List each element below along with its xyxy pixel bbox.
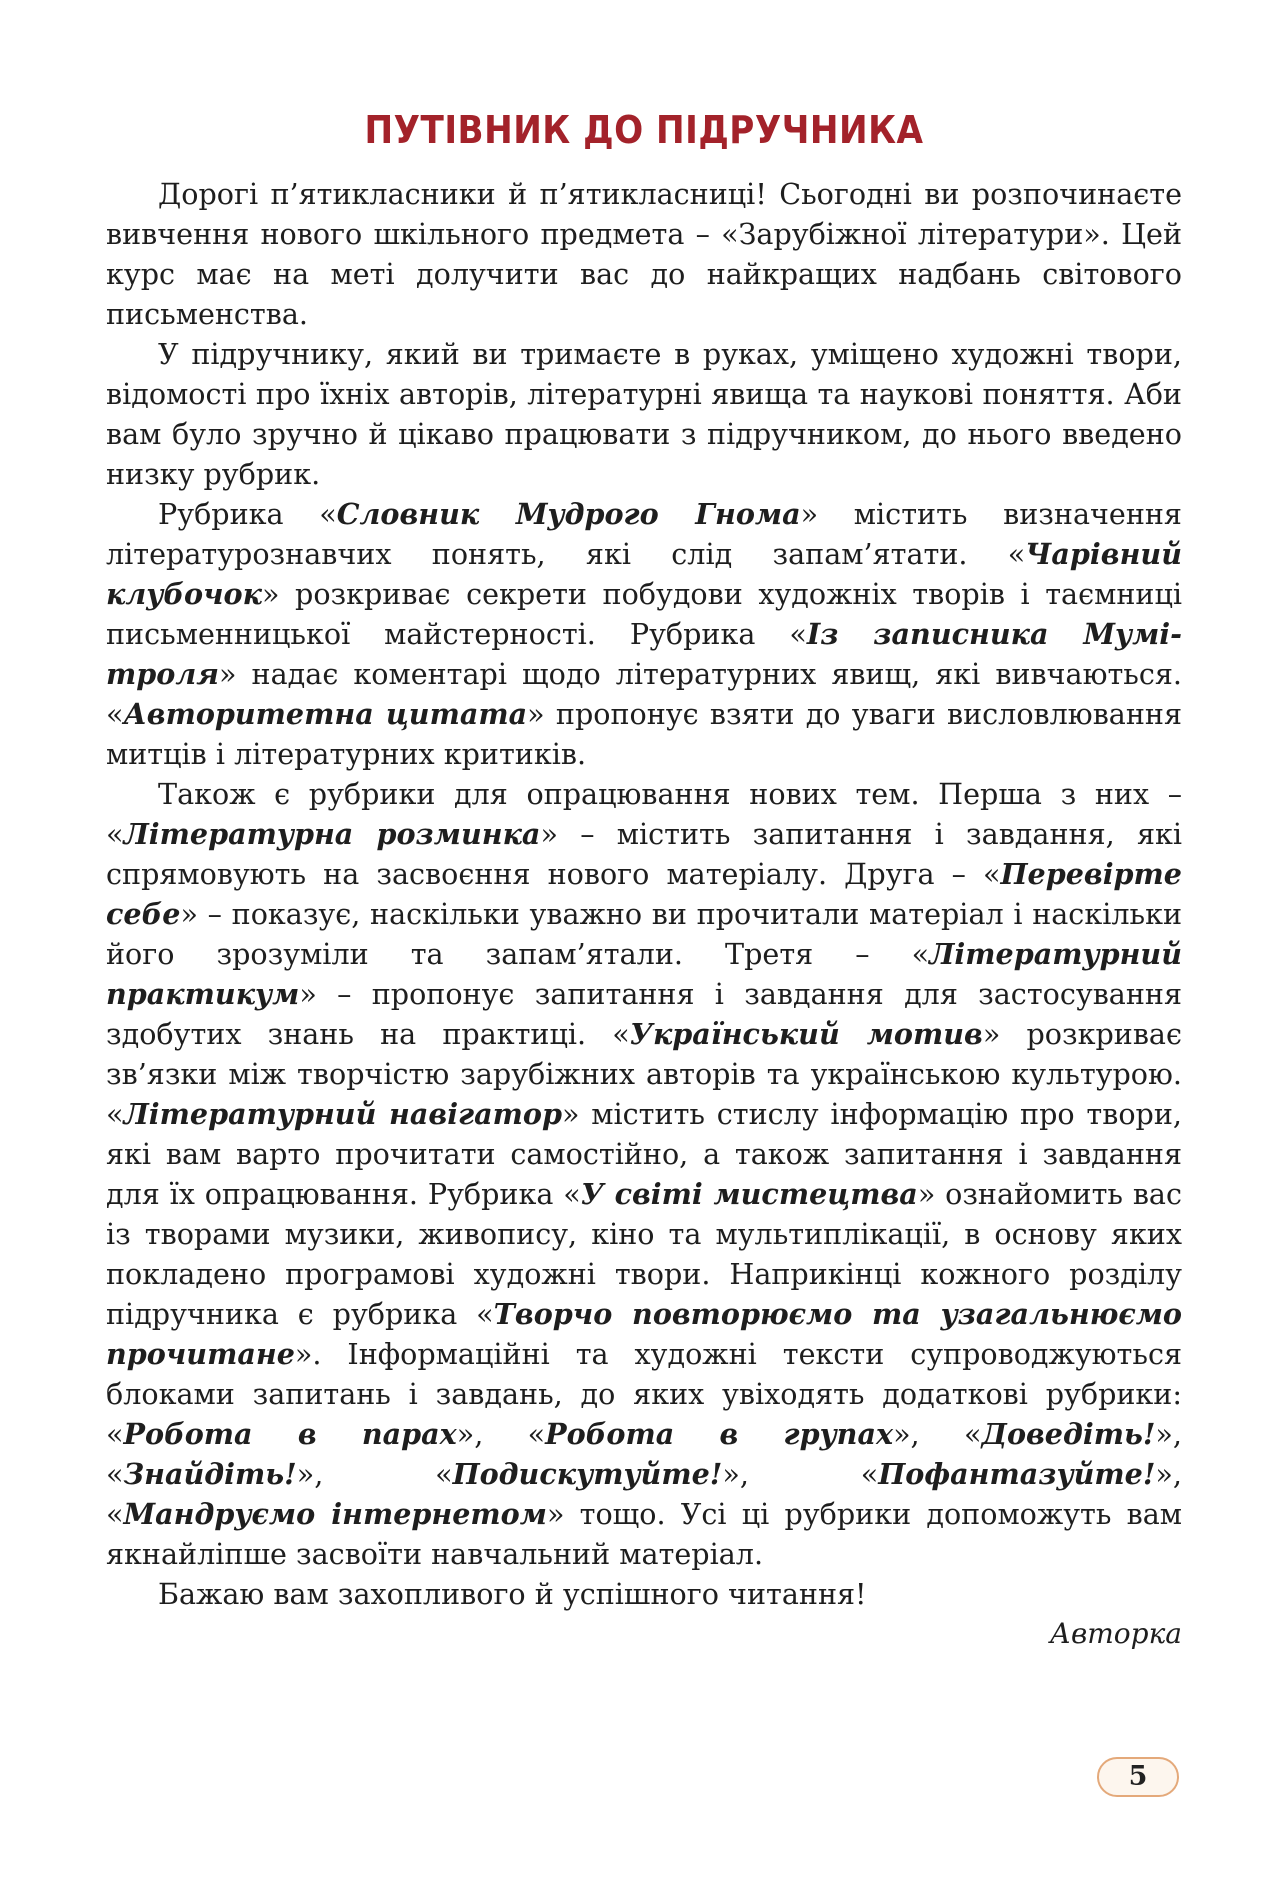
rubric-name: Словник Мудрого Гнома <box>336 497 801 531</box>
paragraph-textbook: У підручнику, який ви тримаєте в руках, уміщено художні твори, відомості про їхніх авторів, літературні явища та наукові поняття. Аби вам було зручно й цікаво працювати з підручником, до нього введено низку рубрик. <box>106 337 1182 491</box>
rubric-name: Мандруємо інтернетом <box>123 1497 547 1531</box>
rubric-name: Знайдіть! <box>123 1457 297 1491</box>
rubric-name: Робота в групах <box>545 1417 894 1451</box>
rubric-name: У світі мистецтва <box>580 1177 918 1211</box>
author-signature: Авторка <box>1049 1617 1182 1650</box>
rubric-name: Український мотив <box>629 1017 983 1051</box>
paragraph-intro: Дорогі п’ятикласники й п’ятикласниці! Сьогодні ви розпочинаєте вивчення нового шкільного предмета – «Зарубіжної літератури». Цей курс має на меті долучити вас до найкращих надбань світового письменства. <box>106 177 1182 331</box>
rubric-name: Літературний навігатор <box>123 1097 562 1131</box>
page-title: ПУТІВНИК ДО ПІДРУЧНИКА <box>364 108 924 152</box>
rubric-name: Перевірте себе <box>106 857 1182 931</box>
page <box>106 108 1182 1654</box>
paragraph-rubrics-2: Також є рубрики для опрацювання нових тем. Перша з них – «Літературна розминка» – містить запитання і завдання, які спрямовують на засвоєння нового матеріалу. Друга – «Перевірте себе» – показує, наскільки уважно ви прочитали матеріал і наскільки його зрозуміли та запам’ятали. Третя – «Літературний практикум» – пропонує запитання і завдання для застосування здобутих знань на практиці. «Український мотив» розкриває зв’язки між творчістю зарубіжних авторів та українською культурою. «Літературний навігатор» містить стислу інформацію про твори, які вам варто прочитати самостійно, а також запитання і завдання для їх опрацювання. Рубрика «У світі мистецтва» ознайомить вас із творами музики, живопису, кіно та мультиплікації, в основу яких покладено програмові художні твори. Наприкінці кожного розділу підручника є рубрика «Творчо повторюємо та узагальнюємо прочитане». Інформаційні та художні тексти супроводжуються блоками запитань і завдань, до яких увіходять додаткові рубрики: «Робота в парах», «Робота в групах», «Доведіть!», «Знайдіть!», «Подискутуйте!», «Пофантазуйте!», «Мандруємо інтернетом» тощо. Усі ці рубрики допоможуть вам якнайліпше засвоїти навчальний матеріал. <box>106 777 1182 1571</box>
rubric-name: Літературний практикум <box>106 937 1182 1011</box>
page-number: 5 <box>1097 1757 1179 1797</box>
rubric-name: Чарівний клубочок <box>106 537 1182 611</box>
rubric-name: Авторитетна цитата <box>123 697 528 731</box>
rubric-name: Пофантазуйте! <box>878 1457 1156 1491</box>
rubric-name: Творчо повторюємо та узагальнюємо прочитане <box>106 1297 1182 1371</box>
rubric-name: Із записника Мумі-троля <box>106 617 1182 691</box>
rubric-name: Робота в парах <box>123 1417 457 1451</box>
rubric-name: Літературна розминка <box>123 817 541 851</box>
body-text <box>106 174 1182 1614</box>
paragraph-rubrics-1: Рубрика «Словник Мудрого Гнома» містить визначення літературознавчих понять, які слід запам’ятати. «Чарівний клубочок» розкриває секрети побудови художніх творів і таємниці письменницької майстерності. Рубрика «Із записника Мумі-троля» надає коментарі щодо літературних явищ, які вивчаються. «Авторитетна цитата» пропонує взяти до уваги висловлювання митців і літературних критиків. <box>106 497 1182 771</box>
rubric-name: Подискутуйте! <box>452 1457 723 1491</box>
paragraph-closing: Бажаю вам захопливого й успішного читання! <box>158 1577 867 1611</box>
rubric-name: Доведіть! <box>981 1417 1156 1451</box>
